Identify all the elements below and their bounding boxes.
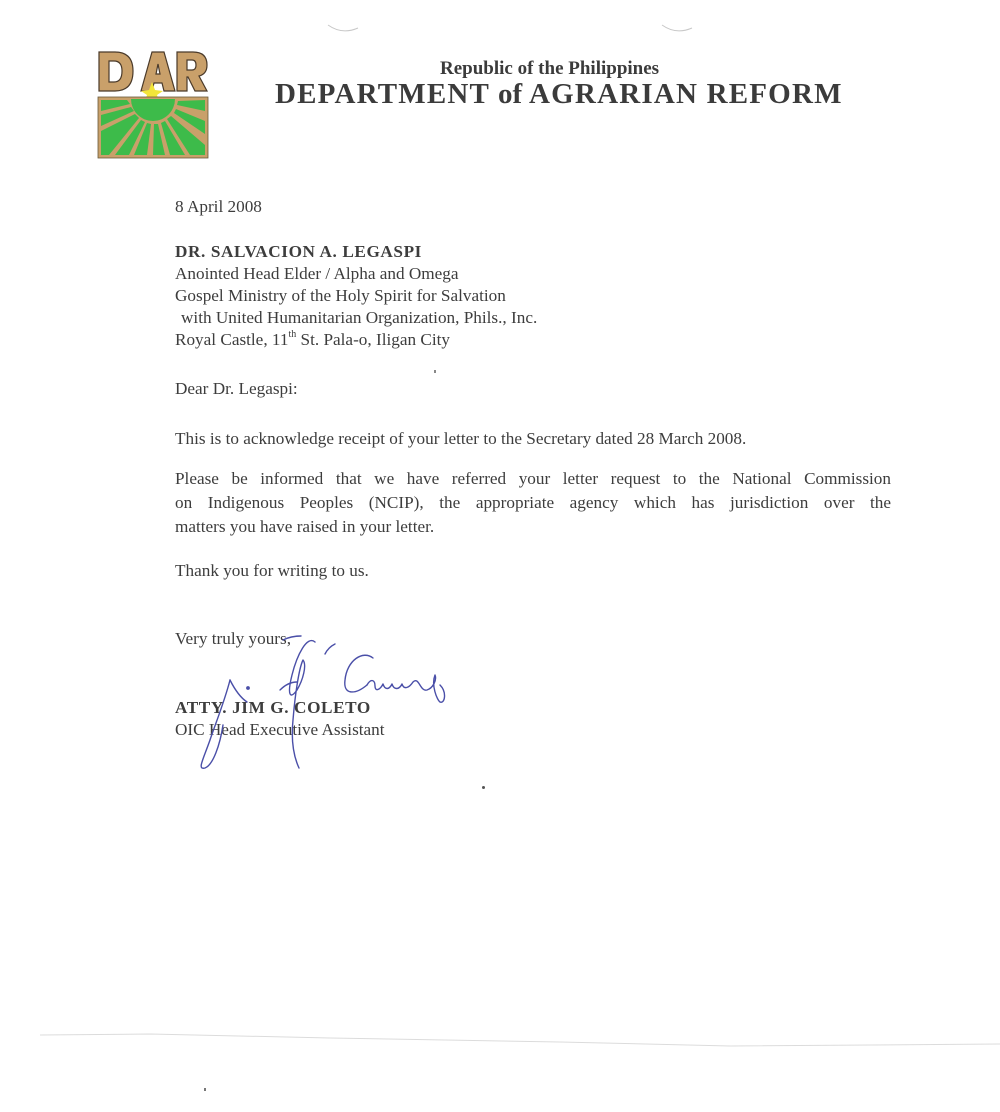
letterhead-title-part2: of [498,78,523,110]
recipient-address [175,241,537,351]
paragraph-2 [175,468,891,540]
letter-date: 8 April 2008 [175,197,262,216]
letterhead-title-part1: DEPARTMENT [275,78,490,110]
paragraph-3: Thank you for writing to us. [175,561,369,580]
recipient-name: DR. SALVACION A. LEGASPI [175,242,422,261]
letterhead-title [275,78,843,111]
signer-title: OIC Head Executive Assistant [175,720,385,739]
recipient-line-4 [175,329,537,351]
letterhead-subtitle: Republic of the Philippines [440,58,660,79]
recipient-line-4-prefix: Royal Castle, 11 [175,330,289,349]
paragraph-2-line: Please be informed that we have referred your letter request to the National Commission [175,469,891,488]
paragraph-2-line: on Indigenous Peoples (NCIP), the appropriate agency which has jurisdiction over the [175,493,891,512]
recipient-line-4-sup: th [288,329,297,341]
closing: Very truly yours, [175,629,291,648]
recipient-line-3: with United Humanitarian Organization, Phils., Inc. [181,308,538,327]
scan-speck [204,1088,206,1091]
recipient-line-4-suffix: St. Pala-o, Iligan City [296,330,450,349]
scan-speck [434,370,436,373]
salutation: Dear Dr. Legaspi: [175,379,298,398]
signer-name: ATTY. JIM G. COLETO [175,698,371,717]
letterhead-title-part3: AGRARIAN REFORM [529,78,843,110]
scan-speck [482,786,485,789]
scan-edge-line [0,1030,1000,1050]
punch-hole-marks [320,10,700,40]
paragraph-2-line: matters you have raised in your letter. [175,517,435,536]
recipient-line-1: Anointed Head Elder / Alpha and Omega [175,264,459,283]
paragraph-1: This is to acknowledge receipt of your letter to the Secretary dated 28 March 2008. [175,429,747,448]
recipient-line-2: Gospel Ministry of the Holy Spirit for Salvation [175,286,506,305]
dar-logo [97,49,209,159]
